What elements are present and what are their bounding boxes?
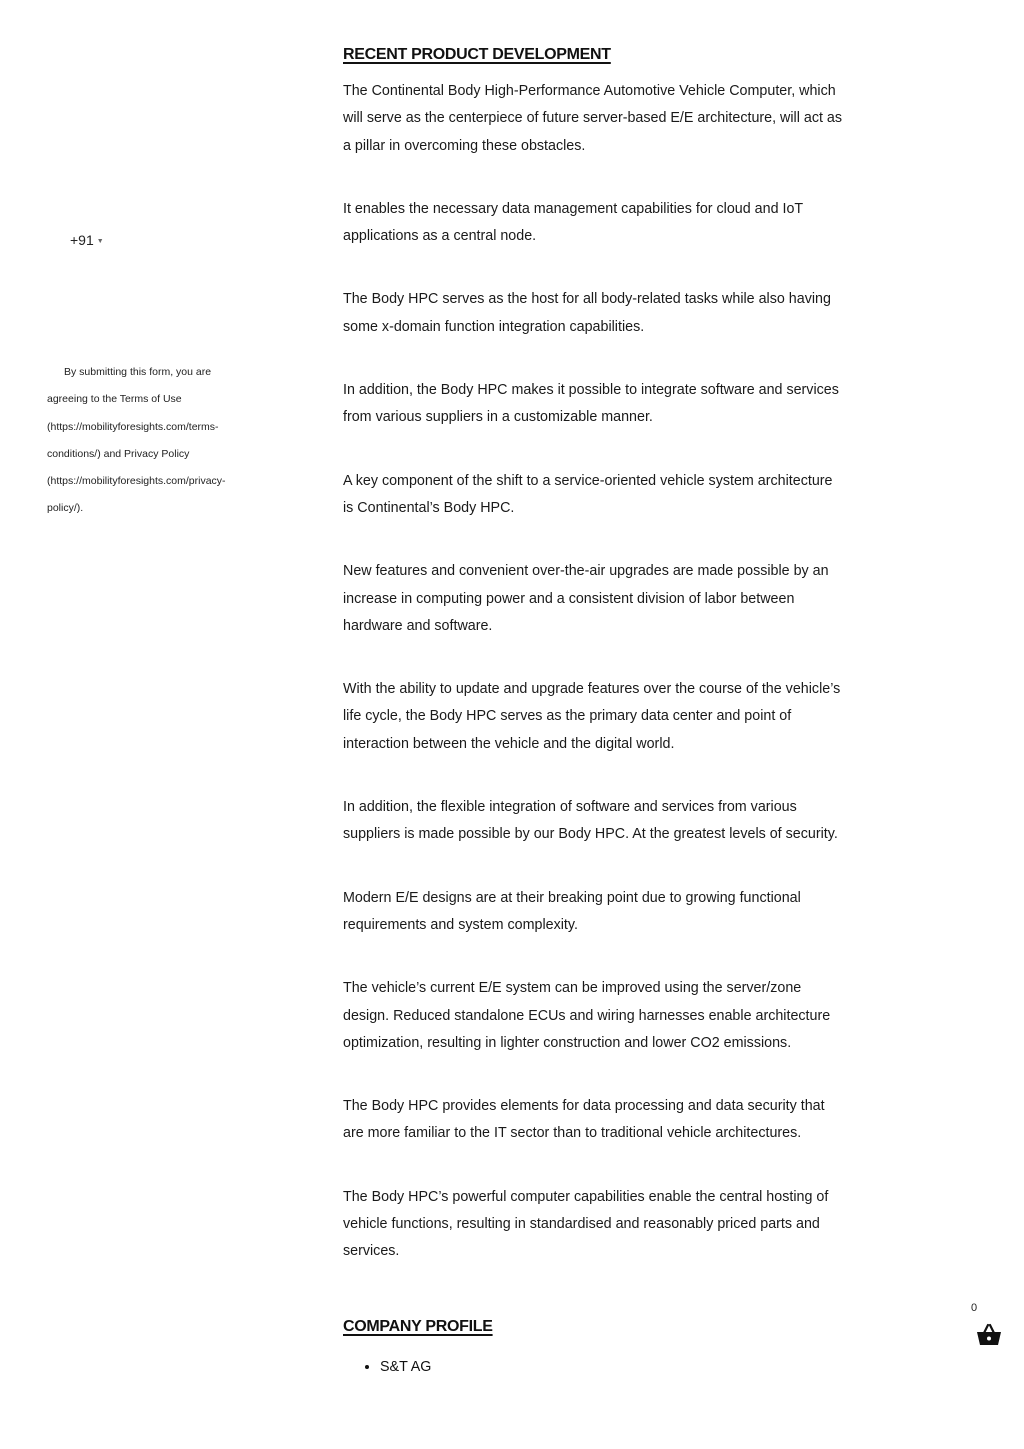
country-code-value: +91 bbox=[70, 232, 94, 248]
basket-icon bbox=[976, 1323, 1002, 1352]
paragraph-3: The Body HPC serves as the host for all body-related tasks while also having some x-domain function integration capabilities. bbox=[343, 291, 831, 335]
paragraph-11: The Body HPC provides elements for data processing and data security that are more familiar to the IT sector than to traditional vehicle architectures. bbox=[343, 1098, 825, 1142]
cart-button[interactable] bbox=[968, 1296, 1008, 1356]
paragraph-4: In addition, the Body HPC makes it possible to integrate software and services from various suppliers in a customizable manner. bbox=[343, 382, 839, 426]
consent-text: By submitting this form, you are agreeing to the Terms of Use (https://mobilityforesights.com/terms-conditions/) and Privacy Policy (https://mobilityforesights.com/privacy-policy/). bbox=[47, 366, 226, 515]
caret-down-icon: ▼ bbox=[96, 237, 104, 245]
paragraph-6: New features and convenient over-the-air upgrades are made possible by an increase in computing power and a consistent division of labor between hardware and software. bbox=[343, 563, 829, 634]
recent-development-title: RECENT PRODUCT DEVELOPMENT bbox=[343, 46, 611, 63]
company-list bbox=[343, 1354, 843, 1381]
paragraph-12: The Body HPC’s powerful computer capabilities enable the central hosting of vehicle functions, resulting in standardised and reasonably priced parts and services. bbox=[343, 1188, 829, 1260]
cart-count-badge: 0 bbox=[970, 1302, 978, 1314]
paragraph-10: The vehicle’s current E/E system can be improved using the server/zone design. Reduced standalone ECUs and wiring harnesses enable architecture optimization, resulting in lighter construction and lower CO2 emissions. bbox=[343, 980, 831, 1051]
paragraph-2: It enables the necessary data management capabilities for cloud and IoT applications as a central node. bbox=[343, 200, 803, 245]
country-code-select[interactable] bbox=[70, 232, 104, 248]
paragraph-7: With the ability to update and upgrade features over the course of the vehicle’s life cycle, the Body HPC serves as the primary data center and point of interaction between the vehicle and the digital world. bbox=[343, 681, 841, 752]
company-list-item: • S&T AG bbox=[380, 1354, 843, 1381]
paragraph-1: The Continental Body High-Performance Automotive Vehicle Computer, which will serve as the centerpiece of future server-based E/E architecture, will act as a pillar in overcoming these obstacles. bbox=[343, 83, 843, 154]
sidebar bbox=[0, 0, 300, 1449]
main-content bbox=[343, 46, 843, 1381]
company-profile-title: COMPANY PROFILE bbox=[343, 1317, 493, 1335]
paragraph-9: Modern E/E designs are at their breaking point due to growing functional requirements and system complexity. bbox=[343, 889, 801, 933]
paragraph-8: In addition, the flexible integration of software and services from various suppliers is made possible by our Body HPC. At the greatest levels of security. bbox=[343, 799, 838, 843]
paragraph-5: A key component of the shift to a service-oriented vehicle system architecture is Continental’s Body HPC. bbox=[343, 472, 833, 516]
